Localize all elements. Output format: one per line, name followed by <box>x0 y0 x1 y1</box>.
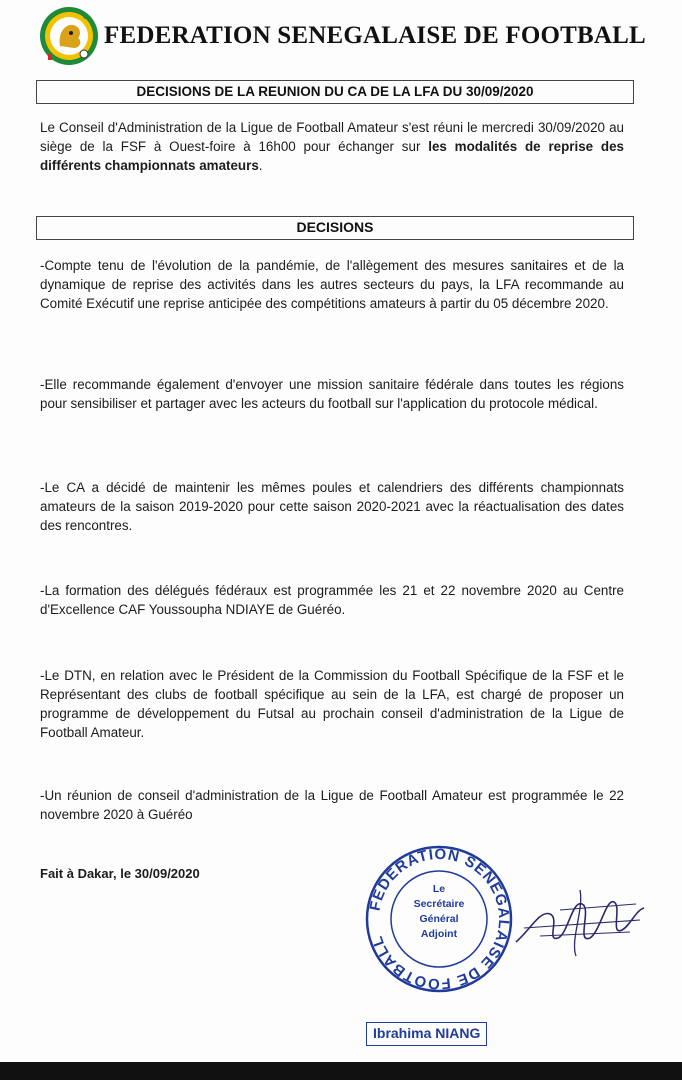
stamp-line-3: Adjoint <box>420 928 458 940</box>
place-and-date: Fait à Dakar, le 30/09/2020 <box>40 866 200 881</box>
fsf-logo-icon <box>38 4 100 68</box>
intro-paragraph <box>40 118 624 175</box>
stamp-center <box>402 882 476 942</box>
decisions-heading: DECISIONS <box>36 216 634 240</box>
bottom-bar <box>0 1062 682 1080</box>
decision-item: -Le CA a décidé de maintenir les mêmes poules et calendriers des différents championnats amateurs de la saison 2019-2020 pour cette saison 2020-2021 avec la réactualisation des dates des rencontres. <box>40 480 624 533</box>
organization-title: FEDERATION SENEGALAISE DE FOOTBALL <box>104 22 646 49</box>
intro-text: Le Conseil d'Administration de la Ligue de Football Amateur s'est réuni le mercredi 30/09/2020 au siège de la FSF à Ouest-foire à 16h00 pour échanger sur <box>40 120 624 154</box>
decision-item: -Un réunion de conseil d'administration de la Ligue de Football Amateur est programmée le 22 novembre 2020 à Guéréo <box>40 788 624 822</box>
intro-end: . <box>258 158 263 173</box>
decision-item: -La formation des délégués fédéraux est programmée les 21 et 22 novembre 2020 au Centre d'Excellence CAF Youssoupha NDIAYE de Guéréo. <box>40 583 624 617</box>
decision-item: -Le DTN, en relation avec le Président de la Commission du Football Spécifique de la FSF et le Représentant des clubs de football spécifique au sein de la LFA, est chargé de proposer un programme de développement du Futsal au prochain conseil d'administration de la Ligue de Football Amateur. <box>40 668 624 740</box>
decision-item: -Compte tenu de l'évolution de la pandémie, de l'allègement des mesures sanitaires et de la dynamique de reprise des activités dans les autres secteurs du pays, la LFA recommande au Comité Exécutif une reprise anticipée des compétitions amateurs à partir du 05 décembre 2020. <box>40 258 624 311</box>
stamp-ring-text: FEDERATION SENEGALAISE DE FOOTBALL <box>366 845 513 993</box>
official-stamp <box>362 842 516 996</box>
signatory-name: Ibrahima NIANG <box>366 1022 487 1046</box>
decision-item: -Elle recommande également d'envoyer une mission sanitaire fédérale dans toutes les régions pour sensibiliser et partager avec les acteurs du football sur l'application du protocole médical. <box>40 377 624 411</box>
meeting-heading: DECISIONS DE LA REUNION DU CA DE LA LFA DU 30/09/2020 <box>36 80 634 104</box>
stamp-line-1: Le <box>432 883 446 895</box>
stamp-line-2: Secrétaire Général <box>413 898 465 925</box>
intro-bold-text: les modalités de reprise des différents championnats amateurs <box>40 139 624 173</box>
handwritten-signature-icon <box>510 880 650 960</box>
